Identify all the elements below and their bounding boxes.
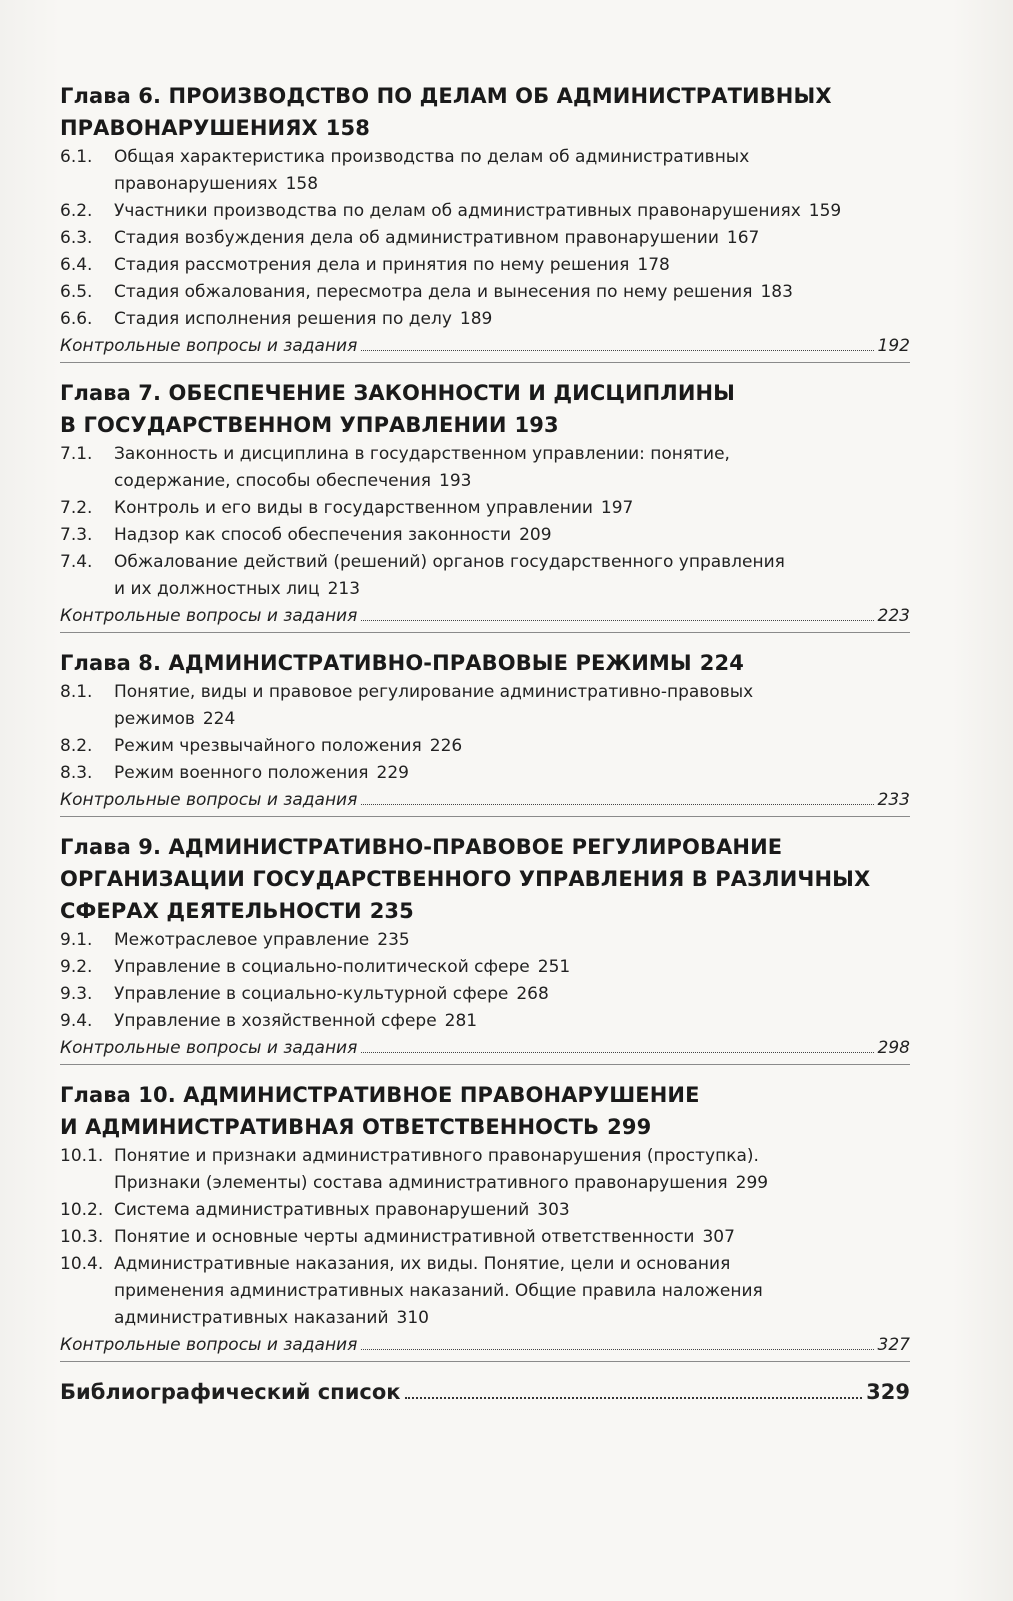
chapter-block — [60, 647, 910, 817]
control-questions-label: Контрольные вопросы и задания — [60, 336, 358, 356]
page-number: 268 — [516, 984, 549, 1004]
page-number: 193 — [439, 471, 472, 491]
section-title-text: правонарушениях — [114, 174, 278, 194]
page-number: 224 — [699, 651, 744, 675]
section-title-last-line — [114, 706, 910, 733]
section-title-last-line — [114, 1170, 910, 1197]
page-number: 329 — [866, 1380, 910, 1404]
chapter-title-last-line — [60, 1111, 910, 1143]
toc-entry — [60, 225, 910, 252]
control-questions — [60, 1332, 910, 1359]
page-number: 189 — [459, 309, 493, 329]
page-number: 178 — [637, 255, 670, 275]
section-title-last-line — [114, 252, 910, 279]
toc-entry — [60, 1251, 910, 1332]
section-title-text: Стадия исполнения решения по делу — [114, 309, 452, 329]
page-number: 209 — [519, 525, 552, 545]
chapter-block — [60, 831, 910, 1065]
control-questions-line — [60, 333, 910, 360]
section-title-last-line — [114, 171, 910, 198]
table-of-contents — [60, 80, 910, 1408]
toc-entry — [60, 1224, 910, 1251]
section-title-text: Стадия возбуждения дела об административном правонарушении — [114, 228, 719, 248]
toc-entry — [60, 549, 910, 603]
section-title-last-line — [114, 279, 910, 306]
section-title-text: Режим военного положения — [114, 763, 369, 783]
page-number: 158 — [285, 174, 319, 194]
section-title-last-line — [114, 927, 910, 954]
section-number: 9.2. — [60, 957, 93, 977]
control-questions-label: Контрольные вопросы и задания — [60, 1335, 358, 1355]
chapter-title-text: ПРАВОНАРУШЕНИЯХ — [60, 116, 318, 140]
chapter-title-last-line — [60, 112, 910, 144]
page-number: 158 — [325, 116, 370, 140]
toc-entry — [60, 760, 910, 787]
chapter-separator — [60, 1064, 910, 1065]
section-title-last-line — [114, 733, 910, 760]
section-title — [114, 522, 910, 549]
section-number: 7.3. — [60, 525, 93, 545]
section-title-last-line — [114, 981, 910, 1008]
section-title-last-line — [114, 954, 910, 981]
section-title-text: Стадия обжалования, пересмотра дела и вынесения по нему решения — [114, 282, 753, 302]
section-title — [114, 252, 910, 279]
section-number: 6.5. — [60, 282, 93, 302]
page-number: 229 — [376, 763, 409, 783]
page-number: 251 — [537, 957, 571, 977]
section-title-text: и их должностных лиц — [114, 579, 320, 599]
bibliography-entry — [60, 1376, 910, 1408]
page-number: 224 — [202, 709, 236, 729]
section-title-line: применения административных наказаний. Общие правила наложения — [114, 1281, 763, 1301]
chapter-title-line: Глава 9. АДМИНИСТРАТИВНО-ПРАВОВОЕ РЕГУЛИРОВАНИЕ — [60, 835, 783, 859]
section-number: 7.4. — [60, 552, 93, 572]
section-title-line: Обжалование действий (решений) органов государственного управления — [114, 552, 785, 572]
section-title-line: Законность и дисциплина в государственном управлении: понятие, — [114, 444, 730, 464]
page-number: 213 — [327, 579, 361, 599]
section-number: 8.2. — [60, 736, 93, 756]
dot-leader — [361, 1349, 873, 1350]
page-number: 310 — [396, 1308, 429, 1328]
section-title — [114, 1251, 910, 1332]
section-title-line: Понятие и признаки административного правонарушения (проступка). — [114, 1146, 759, 1166]
control-questions-label: Контрольные вопросы и задания — [60, 790, 358, 810]
section-title-text: Управление в социально-политической сфере — [114, 957, 530, 977]
section-title — [114, 1008, 910, 1035]
toc-entry — [60, 954, 910, 981]
section-title-last-line — [114, 760, 910, 787]
section-title — [114, 144, 910, 198]
chapter-title-text: Глава 8. АДМИНИСТРАТИВНО-ПРАВОВЫЕ РЕЖИМЫ — [60, 651, 692, 675]
chapter-title-last-line — [60, 895, 910, 927]
page-number: 299 — [607, 1115, 652, 1139]
section-title-line: Административные наказания, их виды. Понятие, цели и основания — [114, 1254, 731, 1274]
chapter-title — [60, 80, 910, 144]
page-number: 197 — [600, 498, 634, 518]
control-questions — [60, 1035, 910, 1062]
chapter-title-line: ОРГАНИЗАЦИИ ГОСУДАРСТВЕННОГО УПРАВЛЕНИЯ В РАЗЛИЧНЫХ — [60, 867, 871, 891]
toc-entry — [60, 144, 910, 198]
page-number: 327 — [877, 1335, 910, 1355]
section-number: 10.2. — [60, 1200, 104, 1220]
toc-entry — [60, 522, 910, 549]
section-title-last-line — [114, 1008, 910, 1035]
chapter-separator — [60, 362, 910, 363]
section-number: 7.2. — [60, 498, 93, 518]
chapter-separator — [60, 632, 910, 633]
chapter-title — [60, 647, 910, 679]
section-title — [114, 549, 910, 603]
section-number: 8.3. — [60, 763, 93, 783]
dot-leader — [361, 1052, 873, 1053]
section-number: 6.4. — [60, 255, 93, 275]
chapter-title-line: Глава 6. ПРОИЗВОДСТВО ПО ДЕЛАМ ОБ АДМИНИСТРАТИВНЫХ — [60, 84, 832, 108]
section-title-text: Контроль и его виды в государственном управлении — [114, 498, 593, 518]
chapter-title-text: В ГОСУДАРСТВЕННОМ УПРАВЛЕНИИ — [60, 413, 507, 437]
page-number: 281 — [444, 1011, 478, 1031]
section-title — [114, 760, 910, 787]
chapter-title-last-line — [60, 409, 910, 441]
toc-entry — [60, 279, 910, 306]
section-number: 9.3. — [60, 984, 93, 1004]
section-title — [114, 679, 910, 733]
control-questions — [60, 787, 910, 814]
section-title — [114, 733, 910, 760]
section-title-last-line — [114, 576, 910, 603]
dot-leader — [405, 1397, 863, 1399]
bibliography-line — [60, 1376, 910, 1408]
section-title-last-line — [114, 522, 910, 549]
control-questions — [60, 333, 910, 360]
chapter-title-last-line — [60, 647, 910, 679]
chapter-block — [60, 1079, 910, 1362]
page-number: 167 — [726, 228, 760, 248]
dot-leader — [361, 804, 873, 805]
section-title — [114, 198, 910, 225]
page-number: 193 — [514, 413, 559, 437]
section-title — [114, 954, 910, 981]
control-questions-line — [60, 787, 910, 814]
section-title-last-line — [114, 1224, 910, 1251]
toc-entry — [60, 198, 910, 225]
section-title-line: Общая характеристика производства по делам об административных — [114, 147, 750, 167]
section-number: 6.3. — [60, 228, 93, 248]
section-title — [114, 981, 910, 1008]
dot-leader — [361, 620, 873, 621]
page-number: 235 — [369, 899, 414, 923]
section-number: 9.4. — [60, 1011, 93, 1031]
toc-entry — [60, 441, 910, 495]
section-number: 8.1. — [60, 682, 93, 702]
page-number: 159 — [808, 201, 842, 221]
section-number: 9.1. — [60, 930, 93, 950]
page-number: 307 — [702, 1227, 735, 1247]
section-title-text: Понятие и основные черты административной ответственности — [114, 1227, 695, 1247]
page-number: 223 — [877, 606, 910, 626]
page-number: 226 — [429, 736, 463, 756]
section-number: 10.4. — [60, 1254, 104, 1274]
page-number: 298 — [877, 1038, 910, 1058]
section-number: 6.6. — [60, 309, 93, 329]
chapter-title — [60, 831, 910, 927]
toc-entry — [60, 981, 910, 1008]
section-title-last-line — [114, 198, 910, 225]
section-title-text: Режим чрезвычайного положения — [114, 736, 422, 756]
chapter-title — [60, 1079, 910, 1143]
page-number: 299 — [735, 1173, 769, 1193]
toc-entry — [60, 679, 910, 733]
chapter-title-line: Глава 10. АДМИНИСТРАТИВНОЕ ПРАВОНАРУШЕНИЕ — [60, 1083, 700, 1107]
section-number: 10.1. — [60, 1146, 104, 1166]
chapter-separator — [60, 816, 910, 817]
section-title-last-line — [114, 1305, 910, 1332]
control-questions-line — [60, 603, 910, 630]
section-number: 6.2. — [60, 201, 93, 221]
section-title-text: Стадия рассмотрения дела и принятия по нему решения — [114, 255, 630, 275]
toc-entry — [60, 1197, 910, 1224]
section-title-last-line — [114, 225, 910, 252]
section-title-text: Межотраслевое управление — [114, 930, 370, 950]
section-title — [114, 1143, 910, 1197]
toc-entry — [60, 306, 910, 333]
dot-leader — [361, 350, 873, 351]
chapter-title-line: Глава 7. ОБЕСПЕЧЕНИЕ ЗАКОННОСТИ И ДИСЦИПЛИНЫ — [60, 381, 736, 405]
section-number: 6.1. — [60, 147, 93, 167]
section-title-last-line — [114, 468, 910, 495]
section-title — [114, 927, 910, 954]
section-title-text: Признаки (элементы) состава административного правонарушения — [114, 1173, 728, 1193]
chapter-title-text: СФЕРАХ ДЕЯТЕЛЬНОСТИ — [60, 899, 362, 923]
section-title-last-line — [114, 306, 910, 333]
section-title-text: Участники производства по делам об административных правонарушениях — [114, 201, 801, 221]
chapter-separator — [60, 1361, 910, 1362]
page-number: 192 — [877, 336, 910, 356]
chapter-title-text: И АДМИНИСТРАТИВНАЯ ОТВЕТСТВЕННОСТЬ — [60, 1115, 600, 1139]
section-title-line: Понятие, виды и правовое регулирование административно-правовых — [114, 682, 754, 702]
toc-entry — [60, 927, 910, 954]
section-title-text: режимов — [114, 709, 195, 729]
section-number: 7.1. — [60, 444, 93, 464]
section-title-text: Управление в хозяйственной сфере — [114, 1011, 437, 1031]
page-number: 235 — [377, 930, 410, 950]
section-title-text: Надзор как способ обеспечения законности — [114, 525, 512, 545]
section-number: 10.3. — [60, 1227, 104, 1247]
section-title — [114, 306, 910, 333]
bibliography-label: Библиографический список — [60, 1380, 401, 1404]
toc-entry — [60, 252, 910, 279]
control-questions-label: Контрольные вопросы и задания — [60, 606, 358, 626]
section-title-last-line — [114, 495, 910, 522]
toc-entry — [60, 1143, 910, 1197]
section-title-text: административных наказаний — [114, 1308, 389, 1328]
chapter-title — [60, 377, 910, 441]
section-title — [114, 279, 910, 306]
control-questions-label: Контрольные вопросы и задания — [60, 1038, 358, 1058]
section-title — [114, 1224, 910, 1251]
control-questions-line — [60, 1035, 910, 1062]
section-title-last-line — [114, 1197, 910, 1224]
toc-entry — [60, 1008, 910, 1035]
section-title-text: содержание, способы обеспечения — [114, 471, 431, 491]
page-number: 233 — [877, 790, 910, 810]
control-questions — [60, 603, 910, 630]
section-title-text: Управление в социально-культурной сфере — [114, 984, 509, 1004]
control-questions-line — [60, 1332, 910, 1359]
page-number: 183 — [760, 282, 793, 302]
section-title — [114, 441, 910, 495]
chapter-block — [60, 377, 910, 633]
page-number: 303 — [537, 1200, 570, 1220]
section-title-text: Система административных правонарушений — [114, 1200, 530, 1220]
section-title — [114, 225, 910, 252]
section-title — [114, 495, 910, 522]
section-title — [114, 1197, 910, 1224]
chapter-block — [60, 80, 910, 363]
toc-entry — [60, 733, 910, 760]
toc-entry — [60, 495, 910, 522]
